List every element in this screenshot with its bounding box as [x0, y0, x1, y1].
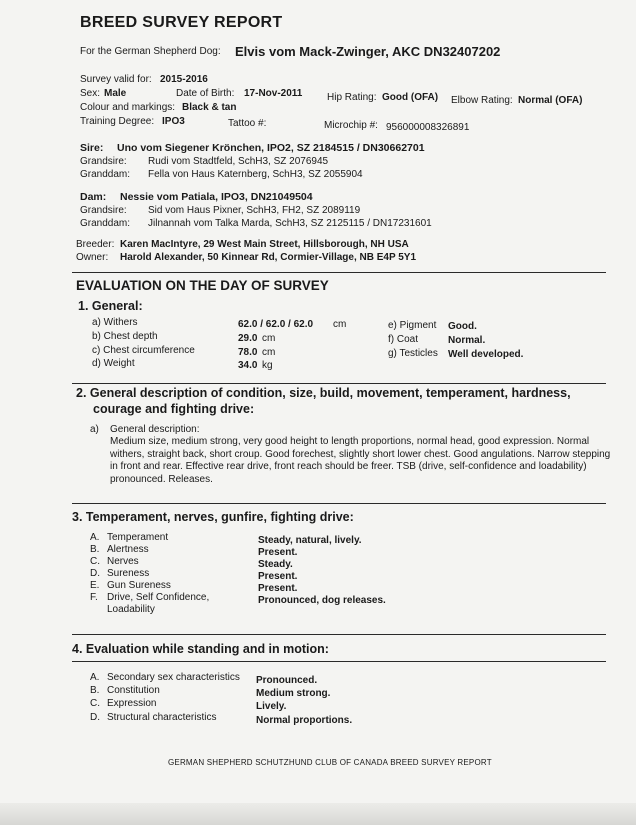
sureness-label: Sureness: [107, 568, 150, 579]
gun-sureness-letter: E.: [90, 580, 100, 591]
drive-label: Drive, Self Confidence,: [107, 592, 210, 603]
sire-granddam-label: Granddam:: [80, 169, 131, 180]
weight-unit: kg: [262, 360, 273, 371]
divider-evaluation: [72, 272, 606, 273]
owner-value: Harold Alexander, 50 Kinnear Rd, Cormier-Village, NB E4P 5Y1: [120, 252, 417, 263]
survey-valid-value: 2015-2016: [160, 74, 208, 85]
breeder-label: Breeder:: [76, 239, 115, 250]
section-2-heading-line2: courage and fighting drive:: [93, 402, 255, 416]
pigment-label: e) Pigment: [388, 320, 437, 331]
general-description-item-label: a): [90, 424, 99, 435]
general-description-title: General description:: [110, 424, 200, 435]
hip-label: Hip Rating:: [327, 92, 377, 103]
constitution-label: Constitution: [107, 685, 160, 696]
withers-value: 62.0 / 62.0 / 62.0: [238, 319, 314, 330]
dog-name: Elvis vom Mack-Zwinger, AKC DN32407202: [235, 44, 501, 59]
drive-letter: F.: [90, 592, 98, 603]
chest-circ-value: 78.0: [238, 347, 258, 358]
alertness-label: Alertness: [107, 544, 149, 555]
structural-value: Normal proportions.: [256, 715, 353, 726]
owner-label: Owner:: [76, 252, 109, 263]
temperament-label: Temperament: [107, 532, 169, 543]
dam-grandsire-value: Sid vom Haus Pixner, SchH3, FH2, SZ 2089119: [148, 205, 361, 216]
elbow-label: Elbow Rating:: [451, 95, 513, 106]
withers-unit: cm: [333, 319, 347, 330]
sex-characteristics-letter: A.: [90, 672, 100, 683]
gun-sureness-label: Gun Sureness: [107, 580, 171, 591]
report-title: BREED SURVEY REPORT: [80, 14, 283, 31]
alertness-letter: B.: [90, 544, 100, 555]
dam-granddam-label: Granddam:: [80, 218, 131, 229]
nerves-letter: C.: [90, 556, 100, 567]
chest-circ-label: c) Chest circumference: [92, 345, 195, 356]
expression-letter: C.: [90, 698, 100, 709]
chest-depth-unit: cm: [262, 333, 276, 344]
evaluation-heading: EVALUATION ON THE DAY OF SURVEY: [76, 278, 329, 293]
section-3-heading: 3. Temperament, nerves, gunfire, fighting drive:: [72, 510, 354, 524]
constitution-letter: B.: [90, 685, 100, 696]
page-edge-shadow: [0, 803, 636, 825]
weight-value: 34.0: [238, 360, 258, 371]
testicles-value: Well developed.: [448, 349, 524, 360]
nerves-label: Nerves: [107, 556, 139, 567]
coat-label: f) Coat: [388, 334, 419, 345]
divider-section-4: [72, 634, 606, 635]
drive-label-line2: Loadability: [107, 604, 155, 615]
tattoo-label: Tattoo #:: [228, 118, 267, 129]
alertness-value: Present.: [258, 547, 298, 558]
divider-section-3: [72, 503, 606, 504]
dob-value: 17-Nov-2011: [244, 88, 303, 99]
structural-letter: D.: [90, 712, 100, 723]
coat-value: Normal.: [448, 335, 486, 346]
testicles-label: g) Testicles: [388, 348, 438, 359]
sire-label: Sire:: [80, 142, 104, 154]
microchip-label: Microchip #:: [324, 120, 378, 131]
elbow-value: Normal (OFA): [518, 95, 583, 106]
sire-value: Uno vom Siegener Krönchen, IPO2, SZ 2184515 / DN30662701: [117, 142, 425, 154]
divider-section-4-under: [72, 661, 606, 662]
breeder-value: Karen MacIntyre, 29 West Main Street, Hillsborough, NH USA: [120, 239, 409, 250]
section-4-heading: 4. Evaluation while standing and in motion:: [72, 642, 329, 656]
expression-label: Expression: [107, 698, 157, 709]
chest-depth-value: 29.0: [238, 333, 258, 344]
colour-label: Colour and markings:: [80, 102, 176, 113]
sire-granddam-value: Fella von Haus Katernberg, SchH3, SZ 2055904: [148, 169, 363, 180]
weight-label: d) Weight: [92, 358, 135, 369]
sureness-letter: D.: [90, 568, 100, 579]
temperament-value: Steady, natural, lively.: [258, 535, 362, 546]
sex-characteristics-value: Pronounced.: [256, 675, 318, 686]
divider-section-2: [72, 383, 606, 384]
sex-label: Sex:: [80, 88, 101, 99]
withers-label: a) Withers: [92, 317, 138, 328]
general-description-text: Medium size, medium strong, very good height to length proportions, normal head, good expression. Normal withers, straight back, short croup. Good forechest, slightly short lower chest. Good angulations. Narrow stepping in front and rear. Effective rear drive, front reach should be freer. TSB (drive, self-confidence and loadability) pronounced. Releases.: [110, 436, 611, 485]
page-footer: GERMAN SHEPHERD SCHUTZHUND CLUB OF CANADA BREED SURVEY REPORT: [168, 758, 492, 767]
sire-grandsire-value: Rudi vom Stadtfeld, SchH3, SZ 2076945: [148, 156, 329, 167]
chest-depth-label: b) Chest depth: [92, 331, 158, 342]
training-value: IPO3: [162, 116, 185, 127]
structural-label: Structural characteristics: [107, 712, 217, 723]
sire-grandsire-label: Grandsire:: [80, 156, 127, 167]
dam-label: Dam:: [80, 191, 107, 203]
microchip-value: 956000008326891: [386, 122, 470, 133]
dob-label: Date of Birth:: [176, 88, 235, 99]
dam-grandsire-label: Grandsire:: [80, 205, 127, 216]
chest-circ-unit: cm: [262, 347, 276, 358]
gun-sureness-value: Present.: [258, 583, 298, 594]
section-2-heading-line1: 2. General description of condition, size, build, movement, temperament, hardness,: [76, 386, 571, 400]
dam-granddam-value: Jilnannah vom Talka Marda, SchH3, SZ 2125115 / DN17231601: [148, 218, 432, 229]
pigment-value: Good.: [448, 321, 477, 332]
sex-characteristics-label: Secondary sex characteristics: [107, 672, 240, 683]
drive-value: Pronounced, dog releases.: [258, 595, 386, 606]
sureness-value: Present.: [258, 571, 298, 582]
constitution-value: Medium strong.: [256, 688, 331, 699]
expression-value: Lively.: [256, 701, 287, 712]
dog-prefix: For the German Shepherd Dog:: [80, 46, 221, 57]
section-1-heading: 1. General:: [78, 299, 143, 313]
survey-valid-label: Survey valid for:: [80, 74, 152, 85]
colour-value: Black & tan: [182, 102, 237, 113]
dam-value: Nessie vom Patiala, IPO3, DN21049504: [120, 191, 313, 203]
training-label: Training Degree:: [80, 116, 155, 127]
temperament-letter: A.: [90, 532, 100, 543]
hip-value: Good (OFA): [382, 92, 439, 103]
sex-value: Male: [104, 88, 127, 99]
nerves-value: Steady.: [258, 559, 293, 570]
